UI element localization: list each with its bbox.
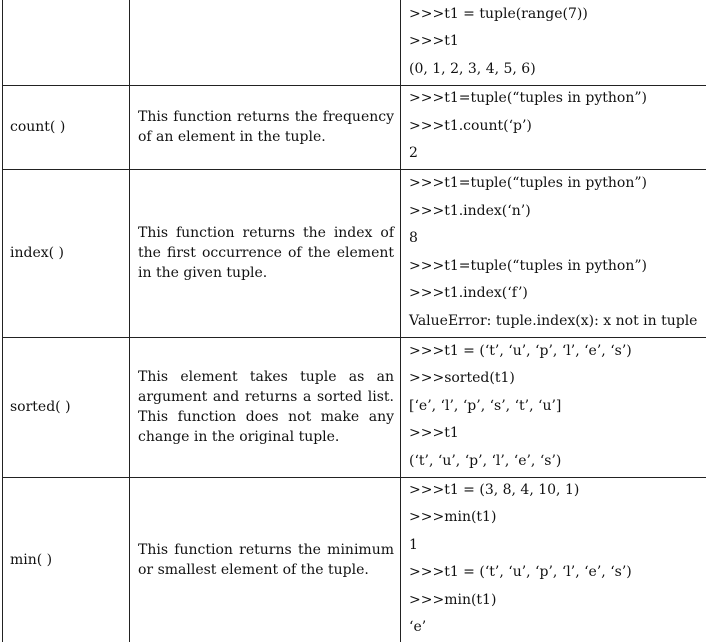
function-name: min( )	[3, 552, 129, 568]
example-line: >>>sorted(t1)	[401, 365, 706, 393]
table-row	[3, 337, 706, 477]
example-line: >>>t1.count(‘p’)	[401, 113, 706, 141]
example-line: >>>t1 = (‘t’, ‘u’, ‘p’, ‘l’, ‘e’, ‘s’)	[401, 338, 706, 366]
description-cell	[130, 477, 401, 642]
function-name-cell	[3, 477, 130, 642]
function-description: This element takes tuple as an argument and returns a sorted list. This function does not make any change in the original tuple.	[130, 367, 400, 447]
example-line: >>>min(t1)	[401, 504, 706, 532]
description-cell	[130, 85, 401, 169]
function-name: sorted( )	[3, 399, 129, 415]
function-name-cell	[3, 169, 130, 337]
tuple-functions-table	[2, 0, 706, 642]
example-line: >>>t1	[401, 420, 706, 448]
example-line: >>>t1.index(‘n’)	[401, 198, 706, 226]
function-name: index( )	[3, 245, 129, 261]
function-description: This function returns the minimum or smallest element of the tuple.	[130, 540, 400, 580]
example-cell	[401, 477, 706, 642]
example-cell	[401, 337, 706, 477]
table-row	[3, 477, 706, 642]
example-line: >>>t1=tuple(“tuples in python”)	[401, 85, 706, 113]
table-row	[3, 85, 706, 169]
example-line: (0, 1, 2, 3, 4, 5, 6)	[401, 56, 706, 84]
example-line: 8	[401, 225, 706, 253]
function-name-cell	[3, 85, 130, 169]
example-line: >>>t1=tuple(“tuples in python”)	[401, 170, 706, 198]
example-line: >>>t1=tuple(“tuples in python”)	[401, 253, 706, 281]
function-name-cell	[3, 0, 130, 85]
function-description: This function returns the index of the first occurrence of the element in the given tuple.	[130, 223, 400, 283]
example-cell	[401, 85, 706, 169]
example-line: >>>t1 = (‘t’, ‘u’, ‘p’, ‘l’, ‘e’, ‘s’)	[401, 559, 706, 587]
example-cell	[401, 169, 706, 337]
example-cell	[401, 0, 706, 85]
example-line: ValueError: tuple.index(x): x not in tuple	[401, 308, 706, 336]
example-line: >>>t1	[401, 28, 706, 56]
description-cell	[130, 337, 401, 477]
function-description: This function returns the frequency of an element in the tuple.	[130, 107, 400, 147]
example-line: [‘e’, ‘l’, ‘p’, ‘s’, ‘t’, ‘u’]	[401, 393, 706, 421]
example-line: >>>t1 = tuple(range(7))	[401, 1, 706, 29]
example-line: 1	[401, 532, 706, 560]
example-line: >>>t1 = (3, 8, 4, 10, 1)	[401, 477, 706, 505]
table-row	[3, 169, 706, 337]
function-name-cell	[3, 337, 130, 477]
description-cell	[130, 0, 401, 85]
table-row	[3, 0, 706, 85]
example-line: >>>t1.index(‘f’)	[401, 280, 706, 308]
function-name: count( )	[3, 119, 129, 135]
description-cell	[130, 169, 401, 337]
example-line: >>>min(t1)	[401, 587, 706, 615]
example-line: ‘e’	[401, 614, 706, 642]
example-line: (‘t’, ‘u’, ‘p’, ‘l’, ‘e’, ‘s’)	[401, 448, 706, 476]
example-line: 2	[401, 140, 706, 168]
